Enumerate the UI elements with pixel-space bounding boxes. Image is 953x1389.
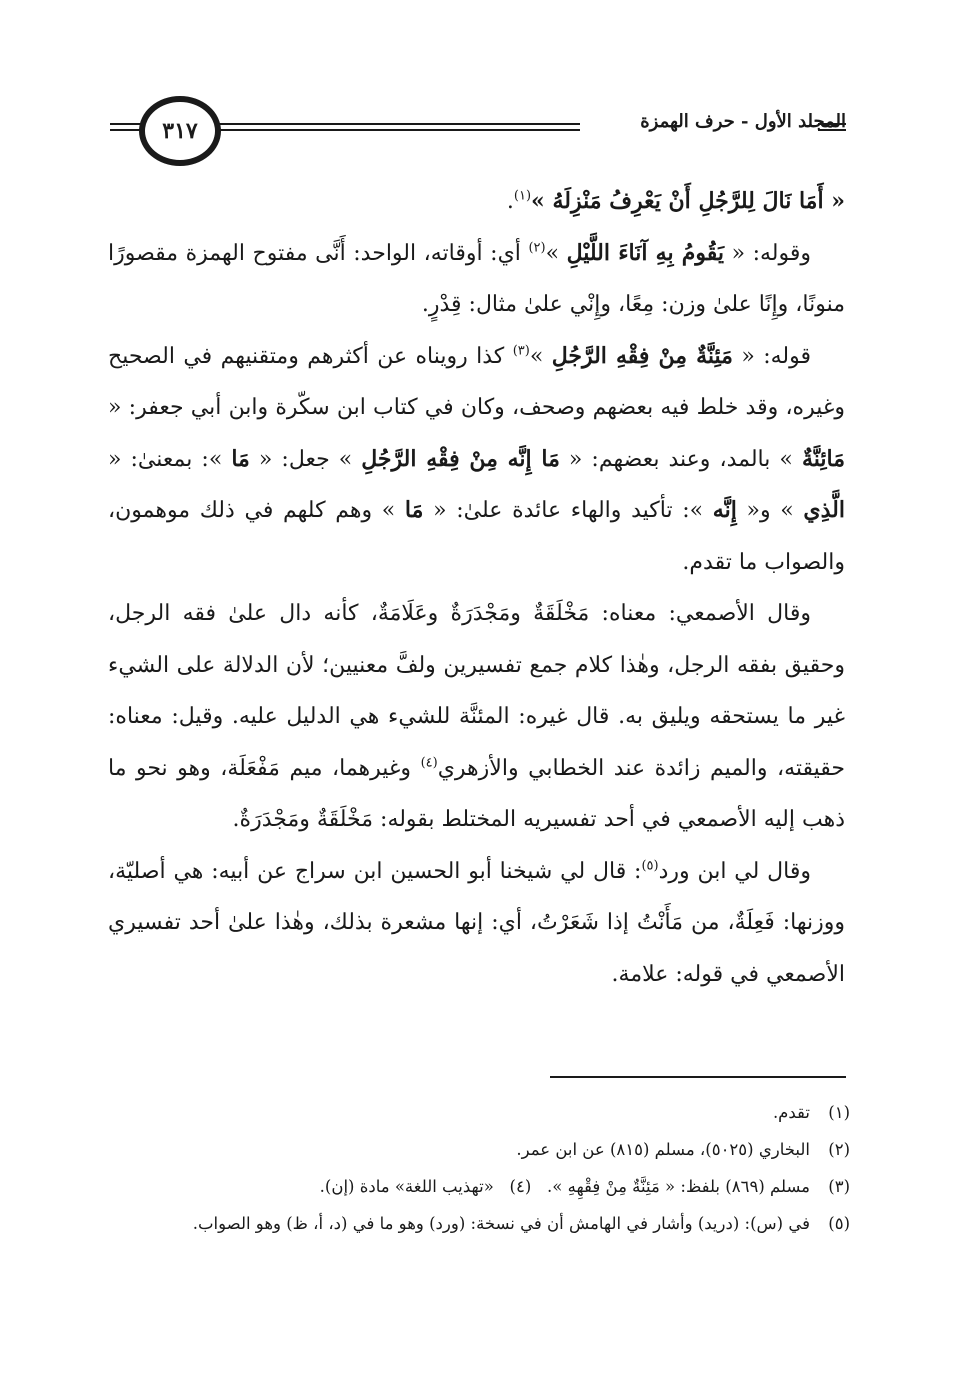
footnote [108,1168,850,1205]
p3-quote-3: مَا إِنَّه مِنْ فِقْهِ الرَّجُلِ [361,445,560,472]
p3-close: » [529,343,552,369]
footnote-number: (١) [828,1103,850,1122]
p3-text-1: كذا رويناه عن أكثرهم ومتقنيهم في الصحيح وغيره، وقد خلط فيه بعضهم وصحف، وكان في كتاب ابن سكّرة وابن أبي جعفر: « [108,343,845,420]
quote-close: » [531,188,553,214]
hadith-quote-1: أَمَا نَالَ لِلرَّجُلِ أَنْ يَعْرِفُ مَنْزِلَهُ [552,188,824,214]
footnote-separator [550,1076,846,1078]
p3-quote-4: مَا [231,445,250,472]
paragraph-1 [108,176,845,228]
p3-text-4: »: بمعنىٰ: « [108,446,232,472]
p5-text-1: وقال لي ابن ورد [658,858,812,884]
p3-quote-7: مَا [404,497,424,523]
p4-text-2: وغيرهما، ميم مَفْعَلَة، وهو نحو ما ذهب إليه الأصمعي في أحد تفسيريه المختلط بقوله: مَخْلَقَةٌ ومَجْدَرَةٌ. [108,755,845,832]
paragraph-2 [108,228,845,331]
p3-intro: قوله: « [732,343,811,369]
footnote-number: (٣) [828,1177,850,1196]
header-rule-middle-bottom [210,129,580,131]
paragraph-4 [108,588,845,846]
footnote-ref-5: (٥) [641,858,659,874]
p3-text-7: » وهم كلهم في ذلك موهمون، والصواب ما تقدم. [108,498,845,575]
footnote-ref-4: (٤) [420,755,438,771]
paragraph-5 [108,846,845,1001]
p2-intro: وقوله: « [724,240,811,266]
page-number-badge [139,96,221,166]
footnote-number: (٢) [828,1140,850,1159]
p5-text-2: : قال لي شيخنا أبو الحسين ابن سراج عن أبيه: هي أصليّة، ووزنها: فَعِلَةٌ، من مَأَنْتُ إذا شَعَرْتُ، أي: إنها مشعرة بذلك، وهٰذا علىٰ أحد تفسيري الأصمعي في قوله: علامة. [108,858,845,987]
p1-end: . [506,189,514,214]
p3-text-2: » بالمد، وعند بعضهم: « [559,446,802,472]
footnote-ref-1: (١) [513,188,532,204]
running-head: المجلد الأول - حرف الهمزة [640,111,846,132]
p2-text: أي: أوقاته، الواحد: أَنَّى مفتوح الهمزة مقصورًا منونًا، وإِنًا علىٰ وزن: مِعًا، وإِنْي علىٰ مثال: قِدْرٍ. [108,240,845,317]
footnote [108,1131,850,1168]
main-text [108,176,845,1000]
p2-close: » [545,240,567,266]
footnotes [108,1094,850,1242]
footnote-text: تقدم. [772,1103,810,1122]
p4-text-1: وقال الأصمعي: معناه: مَخْلَقَةٌ ومَجْدَرَةٌ وعَلَامَةٌ، كأنه دال علىٰ فقه الرجل، وحقيق بفقه الرجل، وهٰذا كلام جمع تفسيرين ولفَّ معنيين؛ لأن الدلالة على الشيء غير ما يستحقه ويليق به. قال غيره: المئنَّة للشيء هي الدليل عليه. وقيل: معناه: حقيقته، والميم زائدة عند الخطابي والأزهري [108,601,845,781]
page-number: ٣١٧ [162,118,198,144]
p3-text-3: » جعل: « [249,446,362,472]
p3-text-6: »: تأكيد والهاء عائدة علىٰ: « [423,498,713,523]
p3-quote-5: الَّذِي [803,497,845,523]
footnote-text: البخاري (٥٠٢٥)، مسلم (٨١٥) عن ابن عمر. [516,1140,810,1159]
p3-quote-6: إِنَّه [712,497,737,523]
footnote-ref-3: (٣) [512,343,530,359]
paragraph-3 [108,331,845,589]
footnote [108,1094,850,1131]
footnote-ref-2: (٢) [528,240,546,256]
hadith-quote-3: مَئِنَّةٌ مِنْ فِقْهِ الرَّجُلِ [551,342,733,369]
footnote-text: مسلم (٨٦٩) بلفظ: « مَئِنَّةٌ مِنْ فِقْهِهِ ». (٤) «تهذيب اللغة» مادة (إن). [319,1177,810,1196]
footnote-number: (٥) [828,1214,850,1233]
header-rule-middle-top [210,123,580,125]
footnote [108,1205,850,1242]
hadith-quote-2: يَقُومُ بِهِ آنَاءَ اللَّيْلِ [566,239,725,266]
footnote-text: في (س): (دريد) وأشار في الهامش أن في نسخة: (ورد) وهو ما في (د، أ، ظ) وهو الصواب. [192,1214,810,1233]
quote-open: « [823,188,845,214]
p3-text-5: » و« [736,498,804,523]
p3-quote-2: مَائِنَّةٌ [801,445,845,472]
